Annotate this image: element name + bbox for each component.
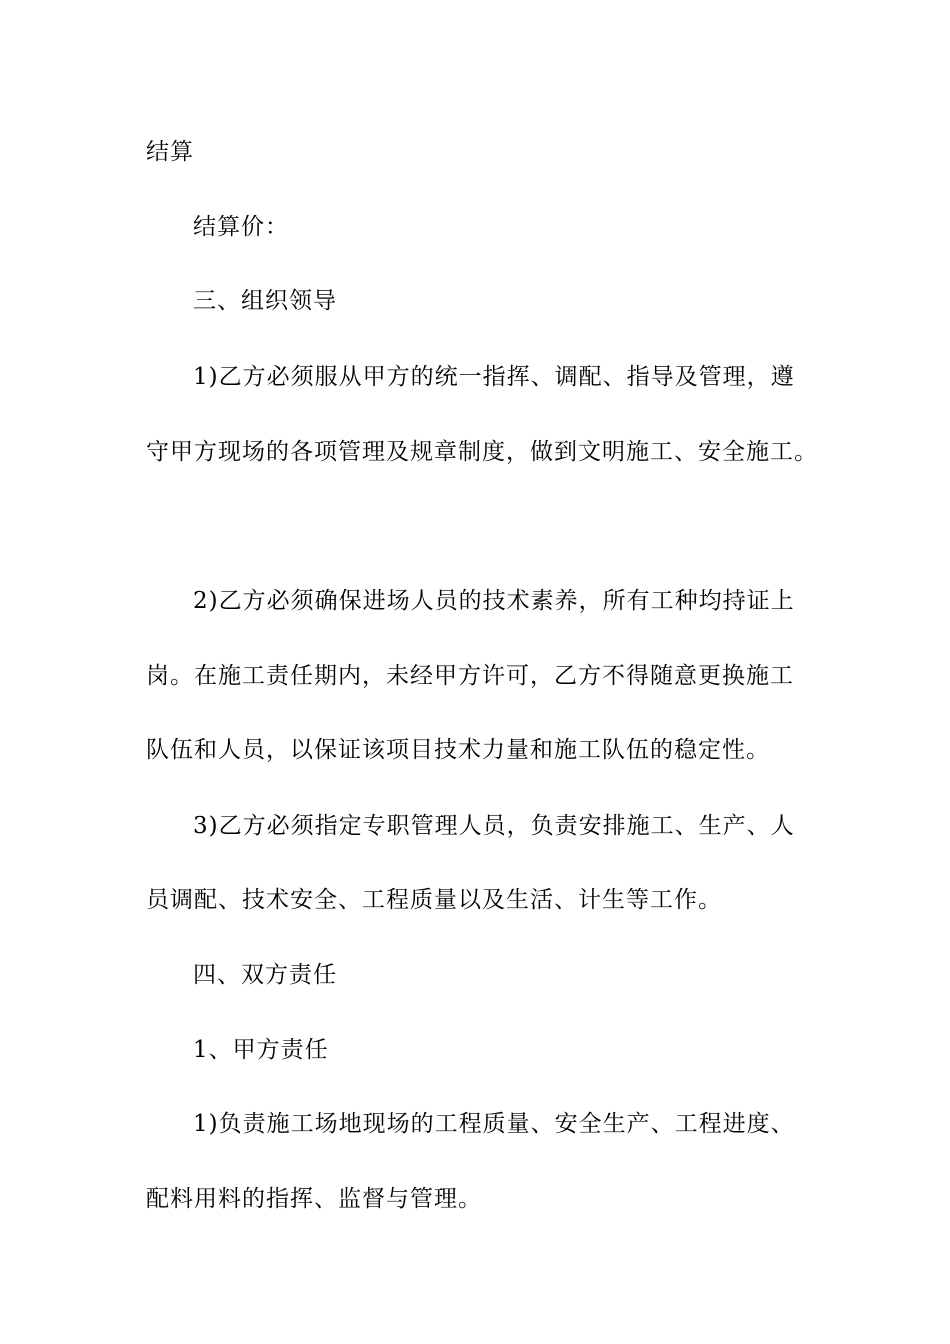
clause-2-line-2: 岗。在施工责任期内，未经甲方许可，乙方不得随意更换施工	[146, 663, 794, 689]
clause-3-line-2: 员调配、技术安全、工程质量以及生活、计生等工作。	[146, 887, 722, 913]
clause-3-line-1: 3)乙方必须指定专职管理人员，负责安排施工、生产、人	[193, 813, 795, 839]
heading-mutual-responsibilities: 四、双方责任	[193, 962, 337, 988]
settlement-price-line: 结算价：	[193, 214, 289, 240]
clause-2-line-1: 2)乙方必须确保进场人员的技术素养，所有工种均持证上	[193, 588, 795, 614]
section-title-settlement: 结算	[146, 139, 194, 165]
clause-2-line-3: 队伍和人员，以保证该项目技术力量和施工队伍的稳定性。	[146, 737, 770, 763]
heading-organization-leadership: 三、组织领导	[193, 288, 337, 314]
subheading-party-a-responsibility: 1、甲方责任	[193, 1037, 329, 1063]
clause-1-line-1: 1)乙方必须服从甲方的统一指挥、调配、指导及管理，遵	[193, 364, 795, 390]
party-a-clause-1-line-2: 配料用料的指挥、监督与管理。	[146, 1186, 482, 1212]
clause-1-line-2: 守甲方现场的各项管理及规章制度，做到文明施工、安全施工。	[146, 439, 818, 465]
party-a-clause-1-line-1: 1)负责施工场地现场的工程质量、安全生产、工程进度、	[193, 1111, 795, 1137]
